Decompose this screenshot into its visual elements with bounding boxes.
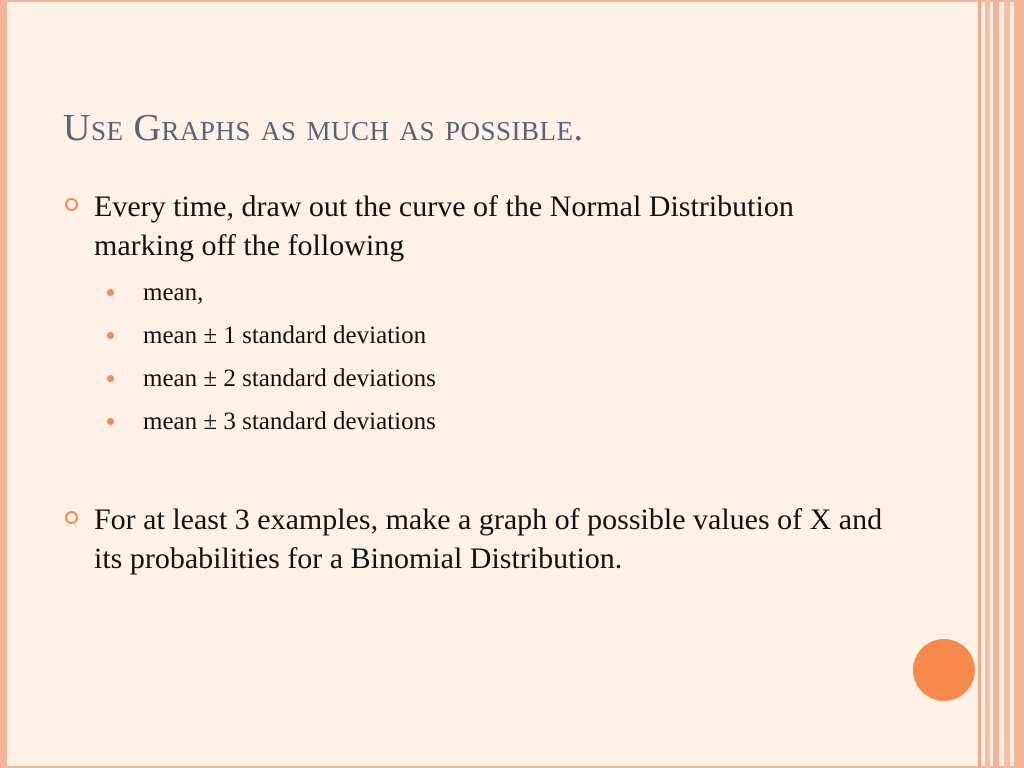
sub-bullet-list (63, 271, 883, 443)
right-stripe-5 (1014, 0, 1024, 768)
bullet-2 (63, 500, 883, 578)
sub-bullet-item (63, 400, 883, 443)
sub-bullet-text: mean ± 1 standard deviation (143, 321, 427, 349)
right-stripe-2 (985, 0, 990, 768)
left-border (0, 0, 7, 768)
sub-bullet-text: mean ± 2 standard deviations (143, 364, 436, 392)
sub-bullet-item (63, 357, 883, 400)
sub-bullet-text: mean ± 3 standard deviations (143, 407, 436, 435)
dot-bullet-icon (107, 418, 114, 425)
right-stripe-3 (993, 0, 999, 768)
dot-bullet-icon (107, 375, 114, 382)
right-stripe-4 (1004, 0, 1010, 768)
sub-bullet-text: mean, (143, 278, 204, 306)
ring-bullet-icon (65, 198, 78, 211)
ring-bullet-icon (65, 511, 78, 524)
sub-bullet-item (63, 314, 883, 357)
dot-bullet-icon (107, 289, 114, 296)
bullet-2-text: For at least 3 examples, make a graph of possible values of X and its probabilities for a Binomial Distribution. (94, 503, 883, 575)
bullet-1 (63, 187, 883, 443)
dot-bullet-icon (107, 332, 114, 339)
right-stripe-1 (978, 0, 981, 768)
slide-title: Use Graphs as much as possible. (63, 107, 584, 149)
decorative-circle (913, 639, 975, 701)
sub-bullet-item (63, 271, 883, 314)
bullet-1-text: Every time, draw out the curve of the Normal Distribution marking off the following (94, 190, 794, 262)
